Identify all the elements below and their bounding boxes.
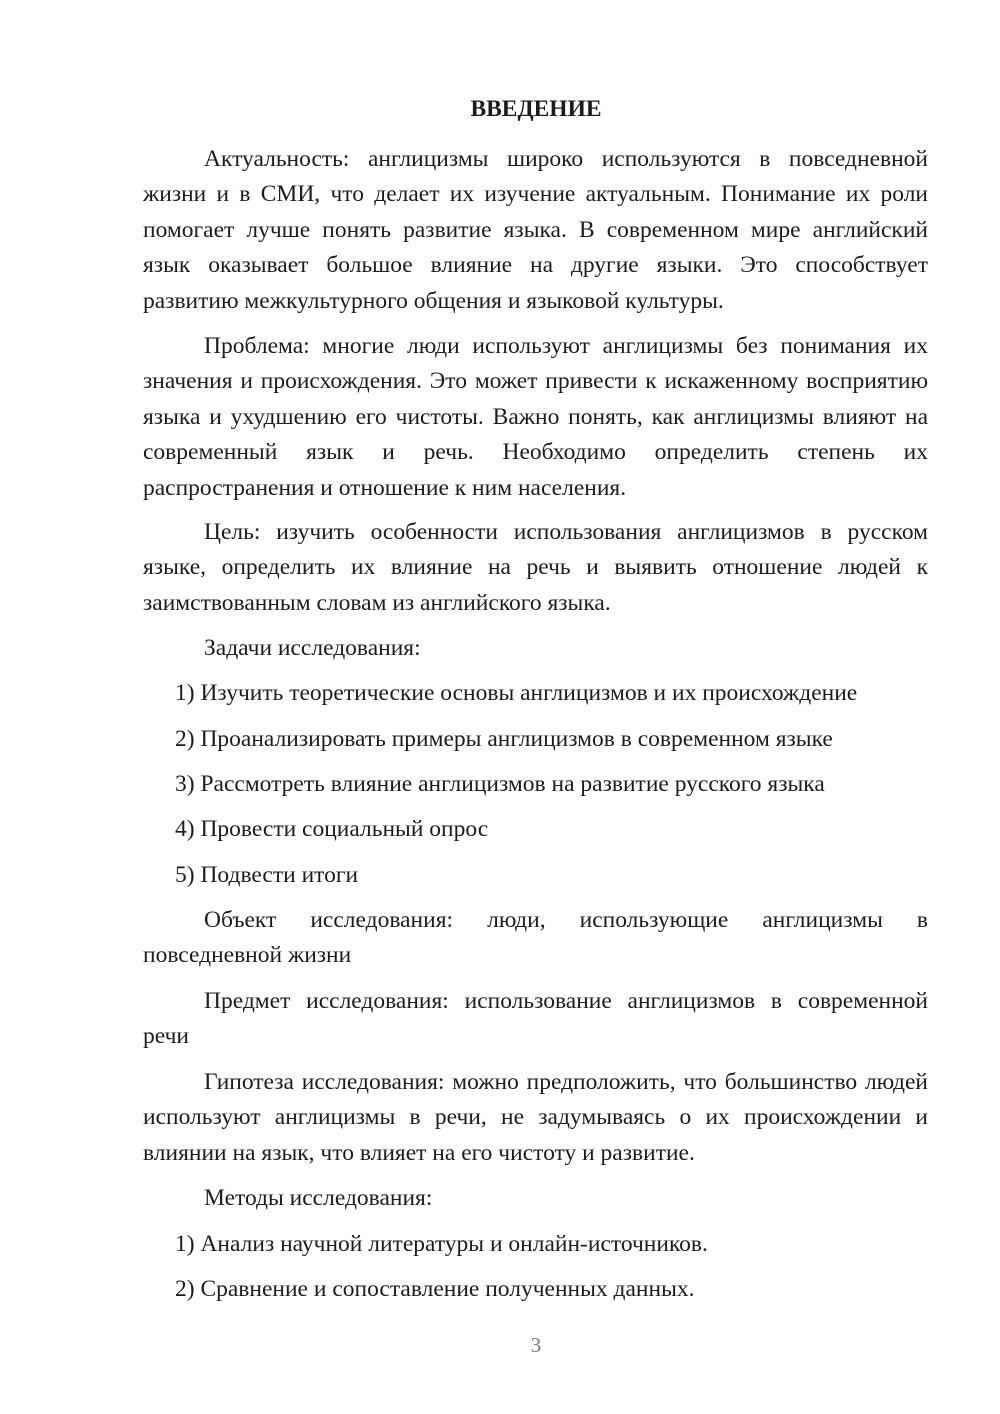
page-title: ВВЕДЕНИЕ (470, 96, 602, 122)
task-item-5: 5) Подвести итоги (175, 862, 359, 888)
paragraph-object: Объект исследования: люди, использующие англицизмы в повседневной жизни (143, 907, 928, 969)
task-item-2: 2) Проанализировать примеры англицизмов в современном языке (175, 726, 833, 752)
paragraph-goal: Цель: изучить особенности использования англицизмов в русском языке, определить их влияние на речь и выявить отношение людей к заимствованным словам из английского языка. (143, 519, 928, 616)
task-item-3: 3) Рассмотреть влияние англицизмов на развитие русского языка (175, 771, 825, 797)
page-number: 3 (530, 1333, 542, 1357)
task-item-1: 1) Изучить теоретические основы англицизмов и их происхождение (175, 680, 858, 706)
method-item-2: 2) Сравнение и сопоставление полученных данных. (175, 1276, 695, 1302)
method-item-1: 1) Анализ научной литературы и онлайн-источников. (175, 1231, 708, 1257)
paragraph-subject: Предмет исследования: использование англицизмов в современной речи (143, 988, 928, 1050)
paragraph-hypothesis: Гипотеза исследования: можно предположить, что большинство людей используют англицизмы в речи, не задумываясь о их происхождении и влиянии на язык, что влияет на его чистоту и развитие. (143, 1069, 928, 1166)
tasks-heading: Задачи исследования: (204, 635, 421, 661)
paragraph-relevance: Актуальность: англицизмы широко используются в повседневной жизни и в СМИ, что делает их изучение актуальным. Понимание их роли помогает лучше понять развитие языка. В современном мире английский язык оказывает большое влияние на другие языки. Это способствует развитию межкультурного общения и языковой культуры. (143, 146, 928, 314)
methods-heading: Методы исследования: (204, 1185, 433, 1211)
task-item-4: 4) Провести социальный опрос (175, 816, 489, 842)
paragraph-problem: Проблема: многие люди используют англицизмы без понимания их значения и происхождения. Это может привести к искаженному восприятию языка и ухудшению его чистоты. Важно понять, как англицизмы влияют на современный язык и речь. Необходимо определить степень их распространения и отношение к ним населения. (143, 333, 928, 501)
